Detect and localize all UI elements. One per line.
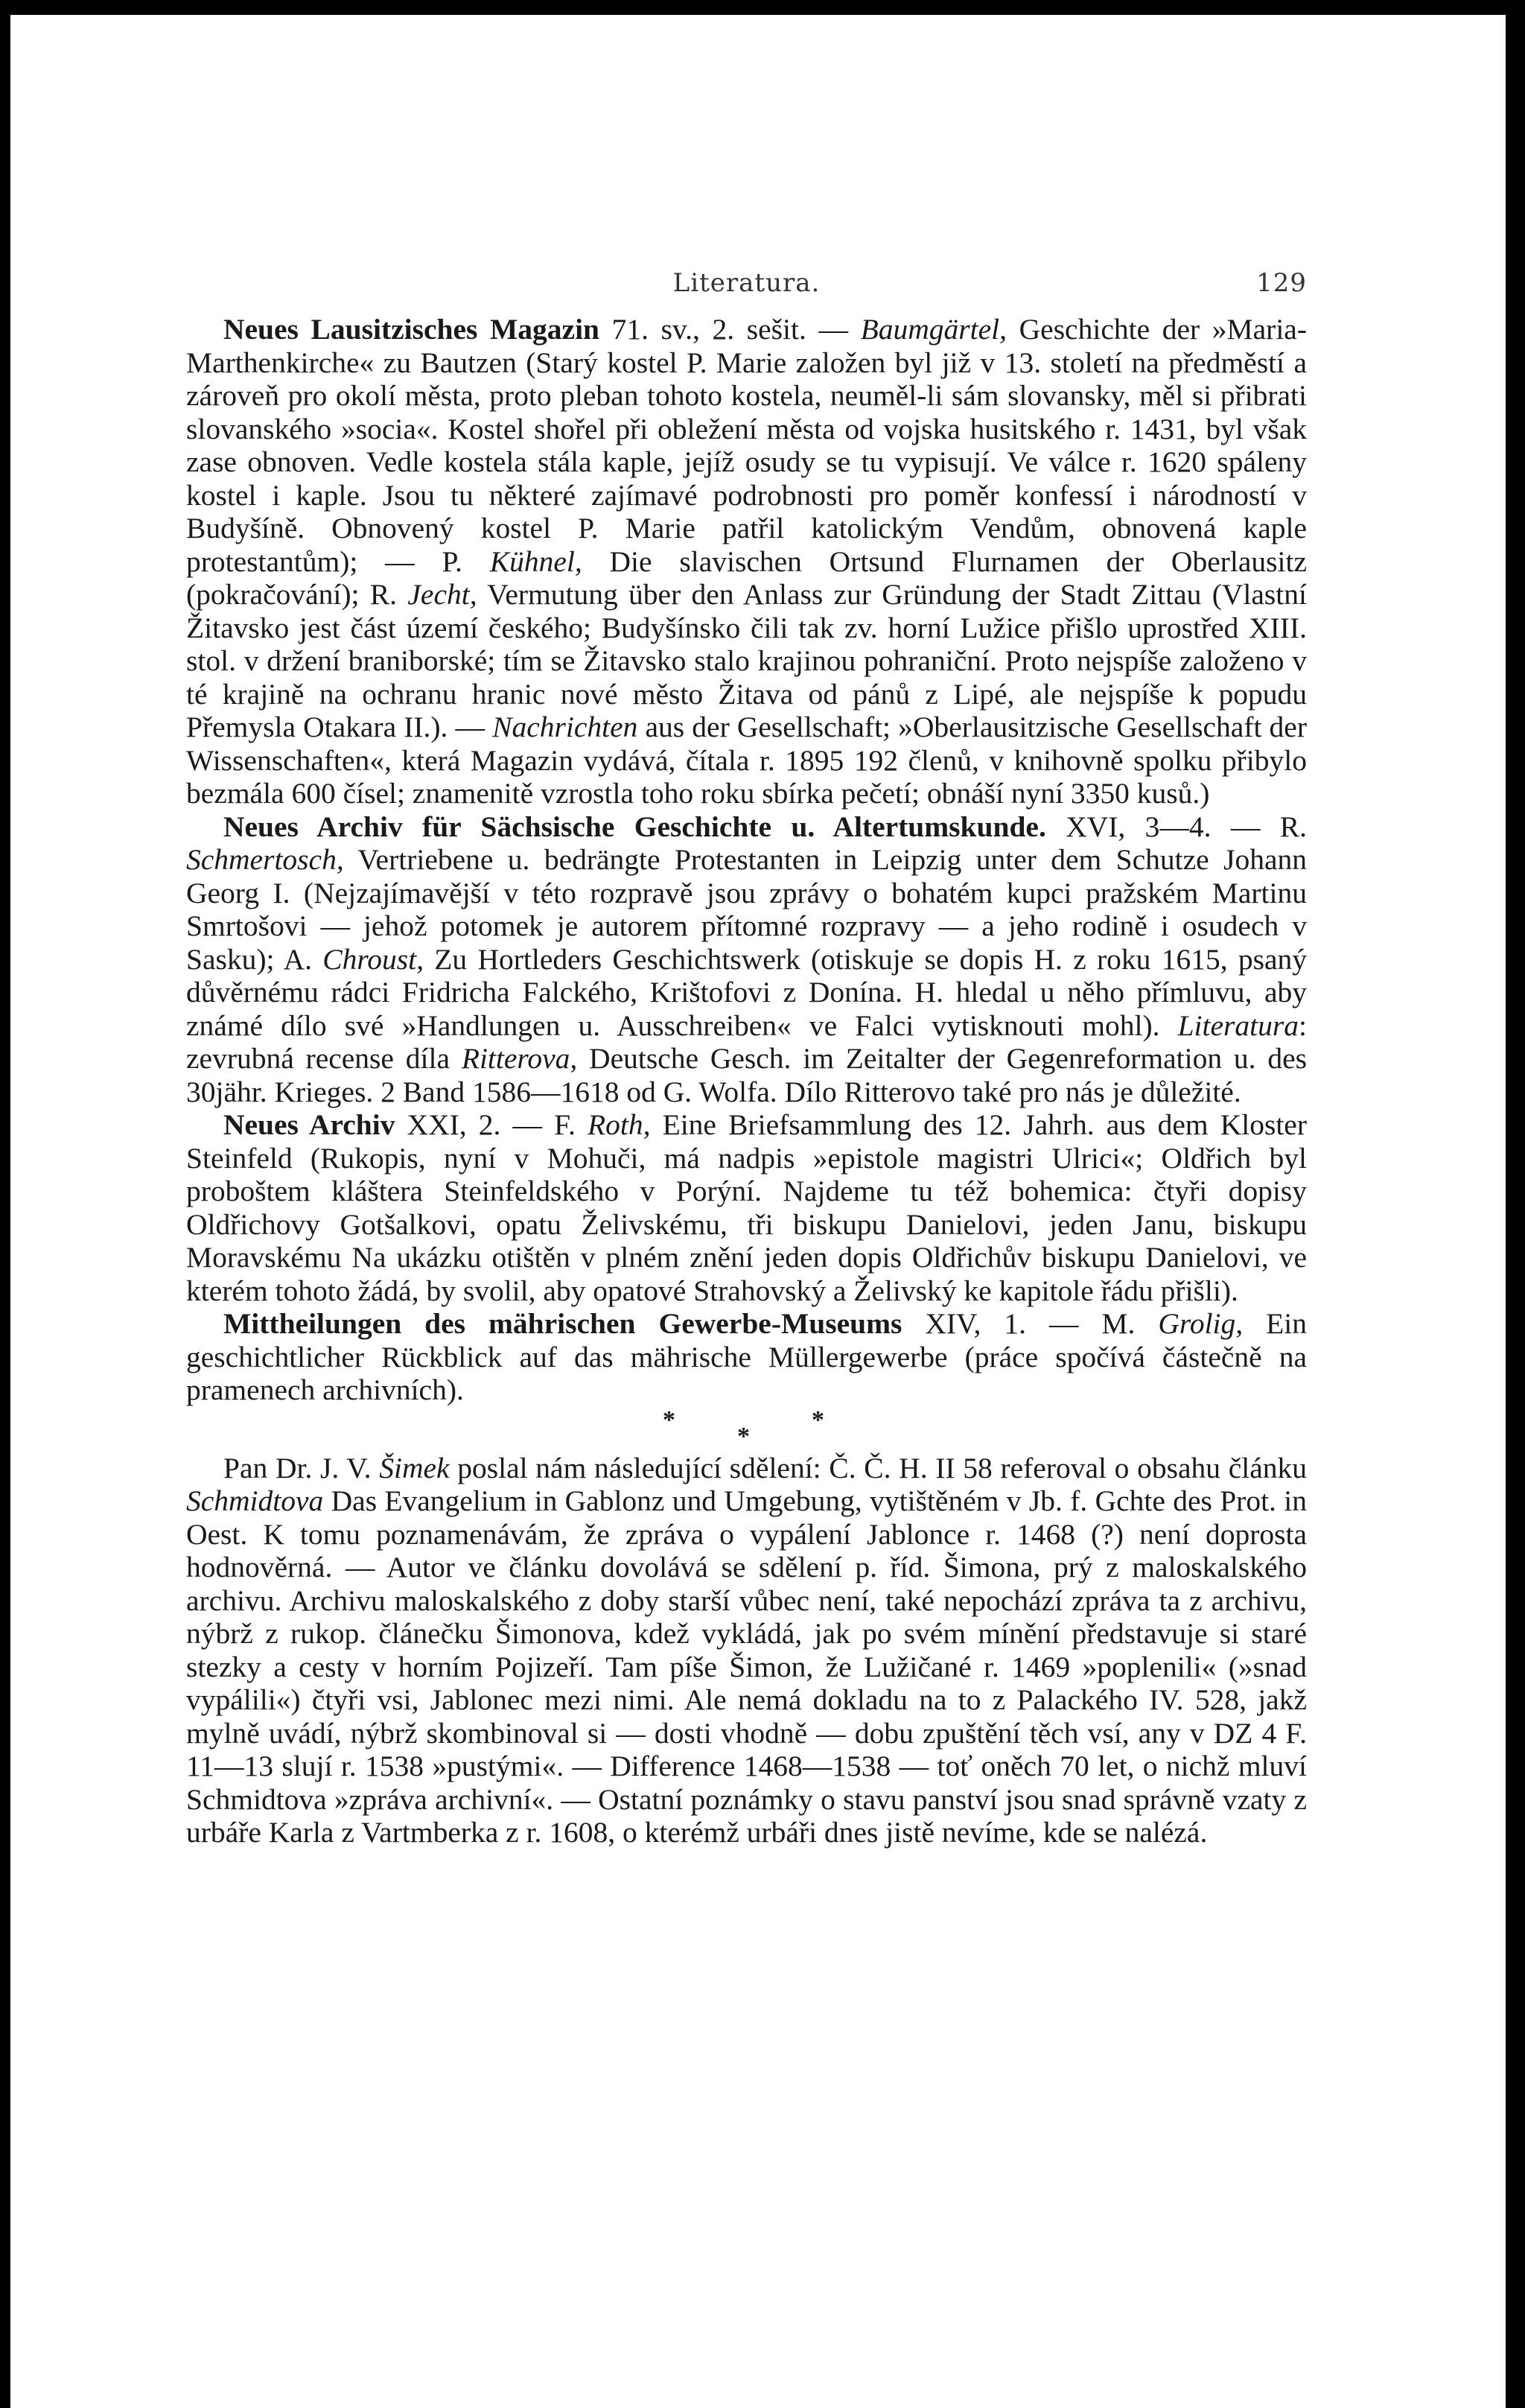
asterisk: * — [812, 1405, 824, 1434]
author-name: Kühnel, — [489, 544, 582, 578]
author-name: Roth, — [587, 1108, 651, 1141]
text-run: : zevrubná recense díla — [186, 1008, 1307, 1075]
paragraph-mittheilungen — [186, 1307, 1307, 1407]
author-name: Šimek — [379, 1451, 450, 1484]
journal-title: Mittheilungen des mährischen Gewerbe-Museums — [223, 1307, 902, 1340]
author-name: Jecht, — [407, 578, 477, 611]
scan-border-right — [1506, 0, 1525, 2408]
text-run: Vertriebene u. bedrängte Protestanten in Leipzig unter dem Schutze Johann Georg I. (Nejzajímavější v této rozpravě jsou zprávy o bohatém kupci pražském Martinu Smrtošovi — jehož potomek je autorem přítomné rozpravy — a jeho rodině i osudech v Sasku); A. — [186, 843, 1307, 976]
author-name: Baumgärtel, — [860, 313, 1007, 346]
text-run: Ein geschichtlicher Rückblick auf das mährische Müllergewerbe (práce spočívá částečně na pramenech archivních). — [186, 1307, 1308, 1406]
running-title: Literatura. — [672, 268, 821, 298]
paragraph-simek-note — [186, 1452, 1307, 1849]
paragraph-lausitz-magazin — [186, 313, 1307, 810]
text-run: Vermutung über den Anlass zur Gründung der Stadt Zittau (Vlastní Žitavsko jest část území českého; Budyšínsko čili tak zv. horní Lužice přišlo uprostřed XIII. stol. v držení braniborské; tím se Žitavsko stalo krajinou pohraniční. Proto nejspíše založeno v té krajině na ochranu hranic nové město Žitava od pánů z Lipé, ale nejspíše k popudu Přemysla Otakara II.). — — [186, 578, 1307, 743]
book-page — [186, 268, 1307, 1849]
paragraph-neues-archiv-saechsische — [186, 810, 1307, 1109]
author-name: Chroust, — [322, 942, 424, 976]
text-run: Pan Dr. J. V. — [223, 1451, 380, 1484]
text-run: XXI, 2. — F. — [395, 1108, 588, 1141]
text-run: XVI, 3—4. — R. — [1045, 810, 1307, 843]
body-text — [186, 313, 1307, 1849]
journal-title: Neues Lausitzisches Magazin — [223, 313, 600, 346]
journal-title: Neues Archiv für Sächsische Geschichte u. Altertumskunde. — [223, 810, 1046, 843]
author-name: Ritterova, — [461, 1042, 578, 1075]
author-name: Schmertosch, — [186, 843, 344, 876]
text-run: Das Evangelium in Gablonz und Umgebung, vytištěném v Jb. f. Gchte des Prot. in Oest. K tomu poznamenávám, že zpráva o vypálení Jablonce r. 1468 (?) není doprosta hodnověrná. — Autor ve článku dovolává se sdělení p. říd. Šimona, prý z maloskalského archivu. Archivu maloskalského z doby starší vůbec není, také nepochází zpráva ta z archivu, nýbrž z rukop. článečku Šimonova, kdež vykládá, jak po svém mínění představuje si staré stezky a cesty v horním Pojizeří. Tam píše Šimon, že Lužičané r. 1469 »poplenili« (»snad vypálili«) čtyři vsi, Jablonec mezi nimi. Ale nemá dokladu na to z Palackého IV. 528, jakž mylně uvádí, nýbrž skombinoval si — dosti vhodně — dobu zpuštění těch vsí, any v DZ 4 F. 11—13 slují r. 1538 »pustými«. — Difference 1468—1538 — toť oněch 70 let, o nichž mluví Schmidtova »zpráva archivní«. — Ostatní poznámky o stavu panství jsou snad správně vzaty z urbáře Karla z Vartmberka z r. 1608, o kterémž urbáři dnes jistě nevíme, kde se nalézá. — [186, 1484, 1307, 1849]
journal-title: Neues Archiv — [223, 1108, 395, 1141]
page-number: 129 — [1256, 268, 1307, 298]
text-run: Eine Briefsammlung des 12. Jahrh. aus dem Kloster Steinfeld (Rukopis, nyní v Mohuči, má nadpis »epistole magistri Ulrici«; Oldřich byl proboštem kláštera Steinfeldského v Porýní. Najdeme tu též bohemica: čtyři dopisy Oldřichovy Gotšalkovi, opatu Želivskému, tři biskupu Danielovi, jeden Janu, biskupu Moravskému Na ukázku otištěn v plném znění jeden dopis Oldřichův biskupu Danielovi, ve kterém tohoto žádá, by svolil, aby opatové Strahovský a Želivský ke kapitole řádu přišli). — [186, 1108, 1307, 1307]
text-run: Deutsche Gesch. im Zeitalter der Gegenreformation u. des 30jähr. Krieges. 2 Band 1586—1618 od G. Wolfa. Dílo Ritterovo také pro nás je důležité. — [186, 1042, 1308, 1108]
section-title: Nachrichten — [492, 711, 638, 743]
author-name: Schmidtova — [186, 1484, 324, 1517]
section-separator-asterisks — [186, 1407, 1307, 1452]
running-header — [186, 268, 1307, 313]
paragraph-neues-archiv — [186, 1108, 1307, 1307]
text-run: XIV, 1. — M. — [902, 1307, 1159, 1340]
text-run: Die slavischen Ortsund Flurnamen der Oberlausitz (pokračování); R. — [186, 544, 1307, 611]
text-run: Geschichte der »Maria-Marthenkirche« zu Bautzen (Starý kostel P. Marie založen byl již v 13. století na předměstí a zároveň pro okolí města, proto pleban tohoto kostela, neuměl-li sám slovansky, měl si přibrati slovanského »socia«. Kostel shořel při obležení města od vojska husitského r. 1431, byl však zase obnoven. Vedle kostela stála kaple, jejíž osudy se tu vypisují. Ve válce r. 1620 spáleny kostel i kaple. Jsou tu některé zajímavé podrobnosti pro poměr konfessí i národností v Budyšíně. Obnovený kostel P. Marie patřil katolickým Vendům, obnovená kaple protestantům); — P. — [186, 313, 1307, 578]
section-title: Literatura — [1177, 1008, 1299, 1042]
asterisk: * — [663, 1405, 675, 1434]
scan-border-top — [0, 0, 1525, 15]
text-run: Zu Hortleders Geschichtswerk (otiskuje se dopis H. z roku 1615, psaný důvěrnému rádci Fridricha Falckého, Krištofovi z Donína. H. hledal u něho přímluvu, aby známé dílo své »Handlungen u. Ausschreiben« ve Falci vytisknouti mohl). — [186, 942, 1307, 1042]
author-name: Grolig, — [1158, 1307, 1244, 1340]
asterisk: * — [737, 1422, 750, 1450]
text-run: aus der Gesellschaft; »Oberlausitzische Gesellschaft der Wissenschaften«, která Magazin vydává, čítala r. 1895 192 členů, v knihovně spolku přibylo bezmála 600 čísel; znamenitě vzrostla toho roku sbírka pečetí; obnáší nyní 3350 kusů.) — [186, 711, 1307, 810]
scan-border-left — [0, 0, 10, 2408]
text-run: poslal nám následující sdělení: Č. Č. H. II 58 referoval o obsahu článku — [449, 1451, 1307, 1484]
text-run: 71. sv., 2. sešit. — — [599, 313, 861, 346]
